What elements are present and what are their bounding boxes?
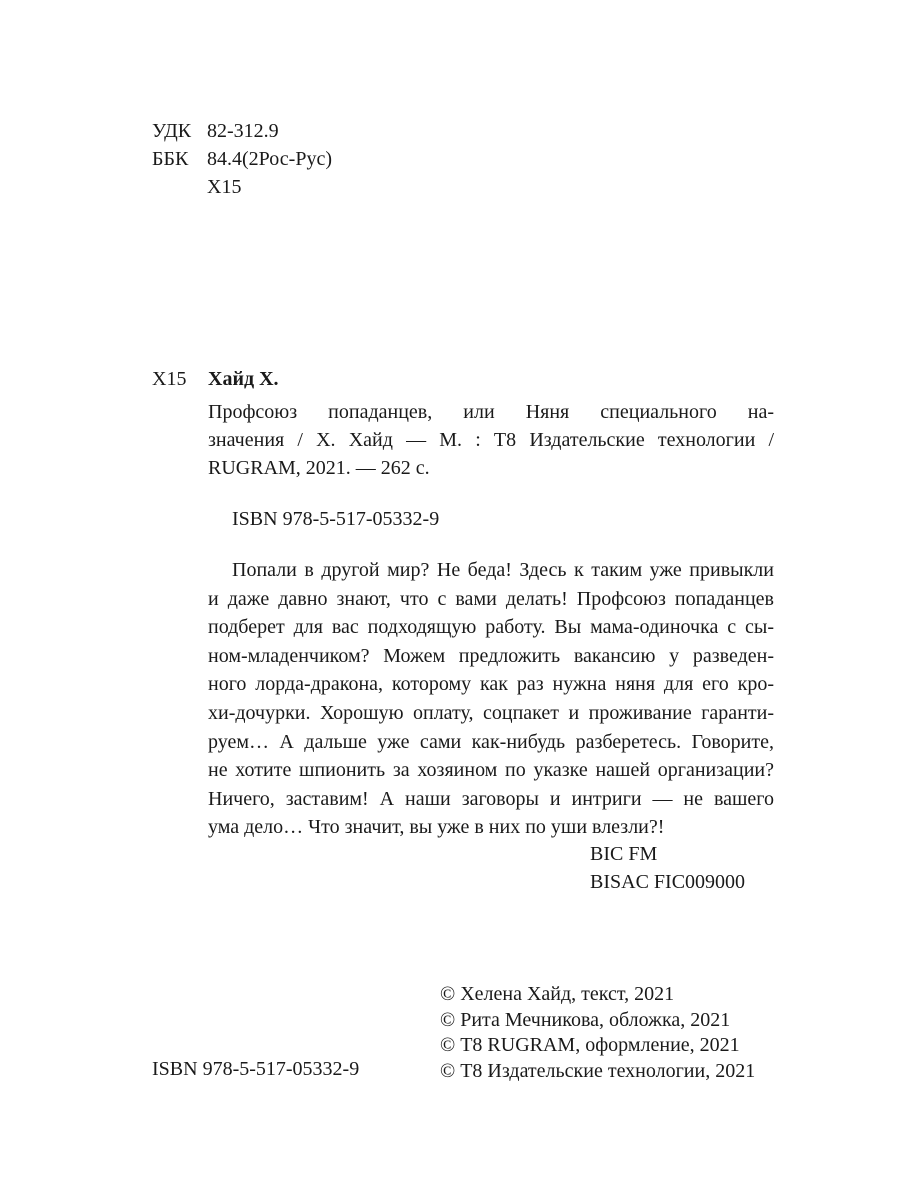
author-name: Хайд Х.: [208, 368, 279, 390]
bbk-value: 84.4(2Рос-Рус): [207, 148, 332, 170]
bisac-code: BISAC FIC009000: [590, 871, 746, 893]
annotation-line: и даже давно знают, что с вами делать! Профсоюз попаданцев: [208, 587, 774, 610]
copyright-block: [440, 982, 755, 1084]
annotation-line: не хотите шпионить за хозяином по указке нашей организации?: [208, 759, 774, 782]
annotation: [208, 556, 774, 842]
isbn-main: ISBN 978-5-517-05332-9: [232, 508, 440, 530]
copyright-line: © Т8 Издательские технологии, 2021: [440, 1059, 756, 1082]
copyright-line: © Рита Мечникова, обложка, 2021: [440, 1008, 731, 1031]
annotation-line: руем… А дальше уже сами как-нибудь разберетесь. Говорите,: [208, 730, 774, 753]
bibliographic-description: [208, 398, 774, 482]
annotation-line: ума дело… Что значит, вы уже в них по уши влезли?!: [208, 816, 665, 839]
annotation-line: подберет для вас подходящую работу. Вы мама-одиночка с сы-: [208, 616, 774, 639]
biblio-line: Профсоюз попаданцев, или Няня специального на-: [208, 401, 774, 423]
udk-row: [152, 117, 332, 145]
author-mark-row: [152, 173, 332, 201]
subject-codes: [590, 840, 745, 896]
annotation-line: ного лорда-дракона, которому как раз нужна няня для его кро-: [208, 673, 774, 696]
copyright-line: © Хелена Хайд, текст, 2021: [440, 983, 675, 1005]
isbn-bottom: ISBN 978-5-517-05332-9: [152, 1058, 360, 1080]
biblio-line: значения / Х. Хайд — М. : Т8 Издательские технологии /: [208, 429, 774, 451]
classification-codes: [152, 117, 332, 201]
annotation-line: ном-младенчиком? Можем предложить вакансию у разведен-: [208, 644, 774, 667]
bic-code: BIC FM: [590, 843, 658, 865]
udk-label: УДК: [152, 120, 192, 142]
bbk-label: ББК: [152, 148, 189, 170]
author-mark-code: Х15: [207, 176, 242, 198]
annotation-line: Ничего, заставим! А наши заговоры и интриги — не вашего: [208, 787, 774, 810]
annotation-line: хи-дочурки. Хорошую оплату, соцпакет и проживание гаранти-: [208, 701, 774, 724]
annotation-line: Попали в другой мир? Не беда! Здесь к таким уже привыкли: [232, 559, 774, 581]
copyright-line: © Т8 RUGRAM, оформление, 2021: [440, 1034, 740, 1056]
biblio-line: RUGRAM, 2021. — 262 с.: [208, 457, 430, 479]
author-mark: Х15: [152, 368, 187, 390]
udk-value: 82-312.9: [207, 120, 279, 142]
bbk-row: [152, 145, 332, 173]
